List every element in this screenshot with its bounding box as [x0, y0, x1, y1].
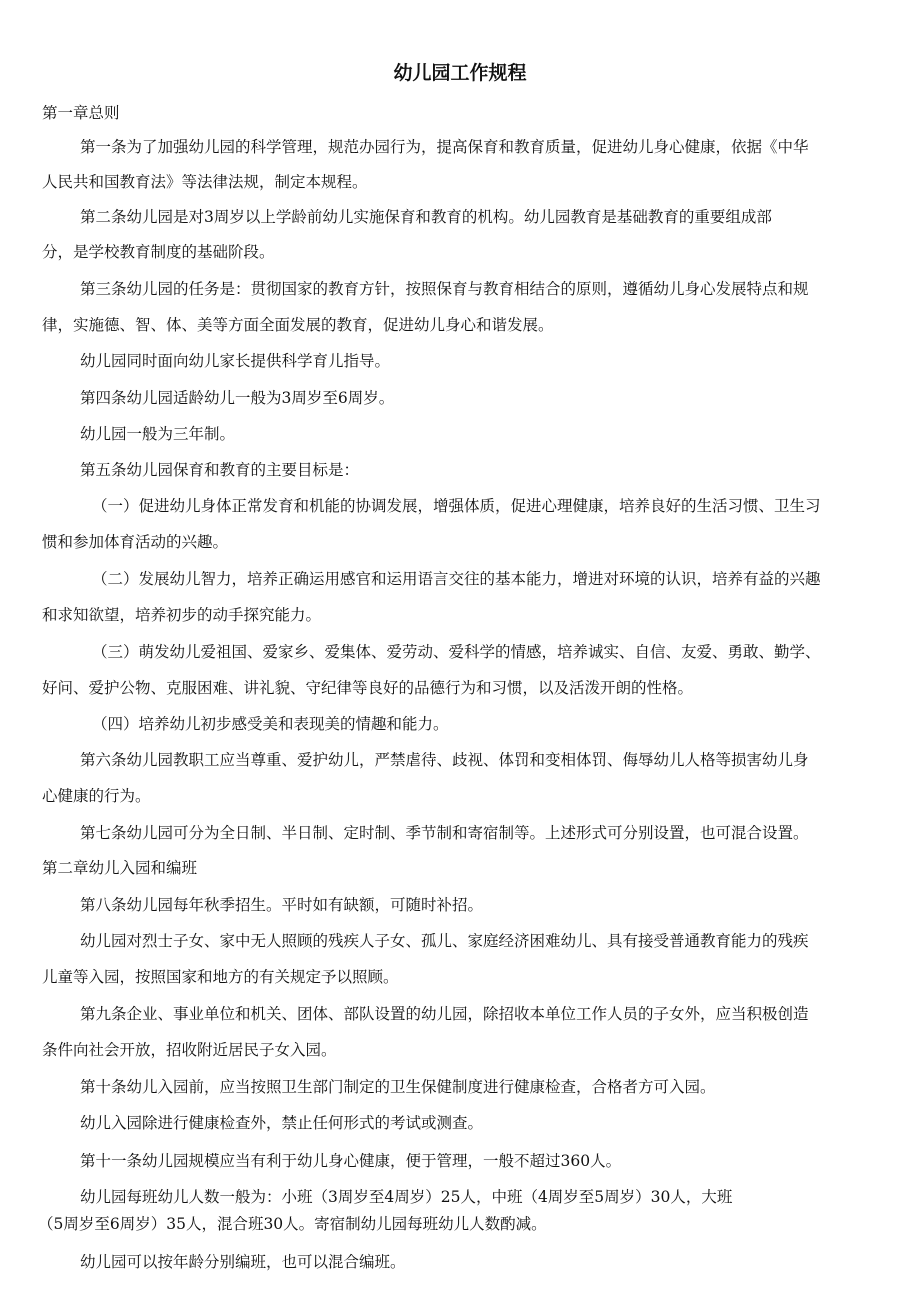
article-8-extra-line-1: 幼儿园对烈士子女、家中无人照顾的残疾人子女、孤儿、家庭经济困难幼儿、具有接受普通教育能力的残疾: [80, 932, 809, 950]
article-11-extra-2: 幼儿园可以按年龄分别编班，也可以混合编班。: [80, 1253, 406, 1271]
article-5: 第五条幼儿园保育和教育的主要目标是：: [80, 461, 360, 479]
article-1-line-2: 人民共和国教育法》等法律法规，制定本规程。: [42, 173, 368, 191]
document-title: 幼儿园工作规程: [393, 62, 527, 84]
goal-4: （四）培养幼儿初步感受美和表现美的情趣和能力。: [92, 715, 449, 733]
article-11: 第十一条幼儿园规模应当有利于幼儿身心健康，便于管理，一般不超过360人。: [80, 1152, 622, 1170]
article-6-line-1: 第六条幼儿园教职工应当尊重、爱护幼儿，严禁虐待、歧视、体罚和变相体罚、侮辱幼儿人格等损害幼儿身: [80, 751, 809, 769]
chapter-2-heading: 第二章幼儿入园和编班: [42, 859, 198, 877]
article-4-extra: 幼儿园一般为三年制。: [80, 425, 236, 443]
goal-3-line-1: （三）萌发幼儿爱祖国、爱家乡、爱集体、爱劳动、爱科学的情感，培养诚实、自信、友爱、勇敢、勤学、: [92, 643, 821, 661]
article-10: 第十条幼儿入园前，应当按照卫生部门制定的卫生保健制度进行健康检查，合格者方可入园。: [80, 1078, 716, 1096]
article-4: 第四条幼儿园适龄幼儿一般为3周岁至6周岁。: [80, 389, 395, 407]
article-6-line-2: 心健康的行为。: [42, 787, 151, 805]
article-8-extra-line-2: 儿童等入园，按照国家和地方的有关规定予以照顾。: [42, 968, 399, 986]
goal-1-line-2: 惯和参加体育活动的兴趣。: [42, 533, 229, 551]
article-3-extra: 幼儿园同时面向幼儿家长提供科学育儿指导。: [80, 352, 391, 370]
article-3-line-1: 第三条幼儿园的任务是：贯彻国家的教育方针，按照保育与教育相结合的原则，遵循幼儿身心发展特点和规: [80, 280, 809, 298]
article-7: 第七条幼儿园可分为全日制、半日制、定时制、季节制和寄宿制等。上述形式可分别设置，也可混合设置。: [80, 824, 809, 842]
goal-2-line-1: （二）发展幼儿智力，培养正确运用感官和运用语言交往的基本能力，增进对环境的认识，培养有益的兴趣: [92, 570, 821, 588]
article-10-extra: 幼儿入园除进行健康检查外，禁止任何形式的考试或测查。: [80, 1114, 484, 1132]
chapter-1-heading: 第一章总则: [42, 104, 120, 122]
article-2-line-2: 分，是学校教育制度的基础阶段。: [42, 243, 275, 261]
article-2-line-1: 第二条幼儿园是对3周岁以上学龄前幼儿实施保育和教育的机构。幼儿园教育是基础教育的重要组成部: [80, 208, 772, 226]
article-11-extra-line-1: 幼儿园每班幼儿人数一般为：小班（3周岁至4周岁）25人，中班（4周岁至5周岁）30人，大班: [80, 1188, 733, 1206]
article-9-line-2: 条件向社会开放，招收附近居民子女入园。: [42, 1041, 337, 1059]
goal-1-line-1: （一）促进幼儿身体正常发育和机能的协调发展，增强体质，促进心理健康，培养良好的生活习惯、卫生习: [92, 497, 821, 515]
article-8: 第八条幼儿园每年秋季招生。平时如有缺额，可随时补招。: [80, 896, 484, 914]
article-3-line-2: 律，实施德、智、体、美等方面全面发展的教育，促进幼儿身心和谐发展。: [42, 316, 554, 334]
goal-2-line-2: 和求知欲望，培养初步的动手探究能力。: [42, 606, 322, 624]
article-1-line-1: 第一条为了加强幼儿园的科学管理，规范办园行为，提高保育和教育质量，促进幼儿身心健康，依据《中华: [80, 138, 809, 156]
article-11-extra-line-2: （5周岁至6周岁）35人，混合班30人。寄宿制幼儿园每班幼儿人数酌减。: [38, 1215, 547, 1233]
goal-3-line-2: 好问、爱护公物、克服困难、讲礼貌、守纪律等良好的品德行为和习惯，以及活泼开朗的性格。: [42, 679, 694, 697]
article-9-line-1: 第九条企业、事业单位和机关、团体、部队设置的幼儿园，除招收本单位工作人员的子女外，应当积极创造: [80, 1005, 809, 1023]
